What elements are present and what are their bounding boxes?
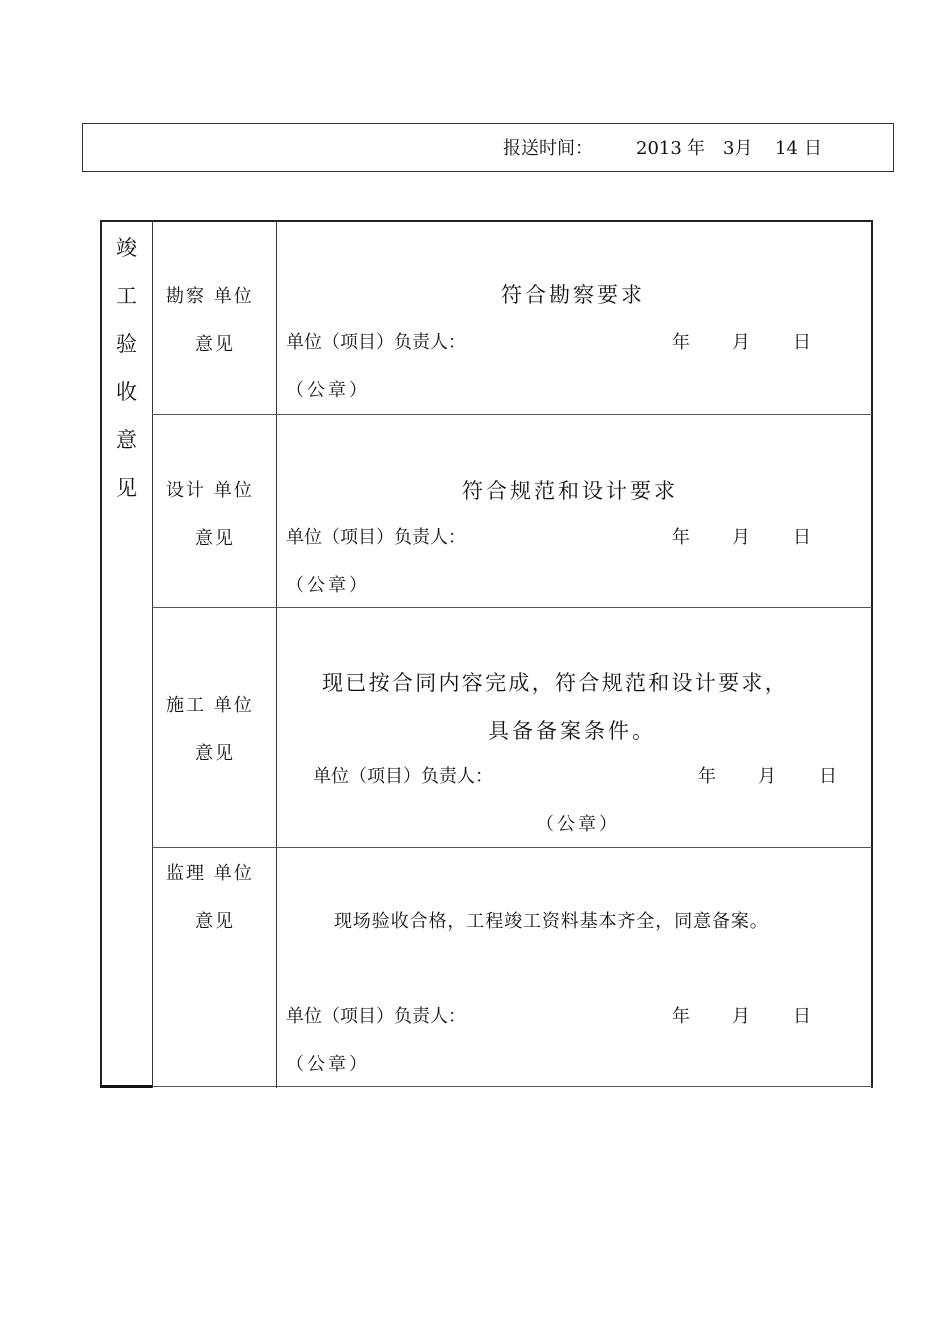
side-title-char: 见 — [116, 476, 140, 500]
unit-label: 设计 单位 — [166, 480, 254, 501]
table-bottom-border — [100, 1086, 873, 1087]
opinion-text: 符合勘察要求 — [501, 283, 645, 307]
sign-year: 年 — [672, 1006, 690, 1027]
sign-day: 日 — [819, 766, 837, 787]
sign-day: 日 — [793, 527, 811, 548]
table-top-border — [100, 220, 873, 222]
submission-year: 2013 — [636, 138, 682, 159]
sign-month: 月 — [732, 332, 750, 353]
seal-label: （公章） — [286, 1054, 370, 1075]
opinion-text: 现已按合同内容完成，符合规范和设计要求， — [322, 671, 788, 695]
opinion-text: 现场验收合格，工程竣工资料基本齐全，同意备案。 — [334, 911, 769, 932]
sign-year: 年 — [698, 766, 716, 787]
table-right-border — [871, 220, 873, 1088]
unit-label: 监理 单位 — [166, 863, 254, 884]
unit-label-opinion: 意见 — [195, 743, 235, 764]
unit-label-opinion: 意见 — [195, 528, 235, 549]
sign-day: 日 — [793, 332, 811, 353]
signer-label: 单位（项目）负责人： — [286, 1006, 466, 1027]
submission-day-unit: 日 — [804, 138, 822, 159]
acceptance-opinion-table — [100, 220, 873, 1088]
submission-year-unit: 年 — [687, 138, 705, 159]
opinion-text-line2: 具备备案条件。 — [488, 719, 656, 743]
signer-label: 单位（项目）负责人： — [286, 332, 466, 353]
sign-day: 日 — [793, 1006, 811, 1027]
submission-day: 14 — [775, 138, 798, 159]
submission-date-box — [82, 123, 894, 172]
seal-label: （公章） — [286, 380, 370, 401]
unit-label-opinion: 意见 — [195, 334, 235, 355]
sign-year: 年 — [672, 527, 690, 548]
sign-month: 月 — [732, 527, 750, 548]
side-title-char: 验 — [116, 332, 140, 356]
unit-label-opinion: 意见 — [195, 911, 235, 932]
unit-label: 施工 单位 — [166, 695, 254, 716]
side-title-char: 收 — [116, 380, 140, 404]
side-title-char: 工 — [116, 284, 140, 308]
side-title-char: 意 — [116, 428, 140, 452]
submission-date-label: 报送时间： — [503, 138, 593, 159]
row-divider-2 — [152, 607, 872, 608]
sign-month: 月 — [732, 1006, 750, 1027]
submission-month: 3月 — [723, 138, 753, 159]
signer-label: 单位（项目）负责人： — [313, 766, 493, 787]
table-bottom-left-thick — [100, 1085, 153, 1088]
opinion-text: 符合规范和设计要求 — [462, 479, 678, 503]
row-divider-3 — [152, 847, 872, 848]
seal-label: （公章） — [536, 814, 620, 835]
col-divider-1 — [152, 220, 153, 1088]
sign-month: 月 — [758, 766, 776, 787]
signer-label: 单位（项目）负责人： — [286, 527, 466, 548]
unit-label: 勘察 单位 — [166, 286, 254, 307]
table-left-border — [100, 220, 102, 1088]
side-title-char: 竣 — [116, 236, 140, 260]
col-divider-2 — [276, 220, 277, 1088]
seal-label: （公章） — [286, 575, 370, 596]
row-divider-1 — [152, 414, 872, 415]
sign-year: 年 — [672, 332, 690, 353]
